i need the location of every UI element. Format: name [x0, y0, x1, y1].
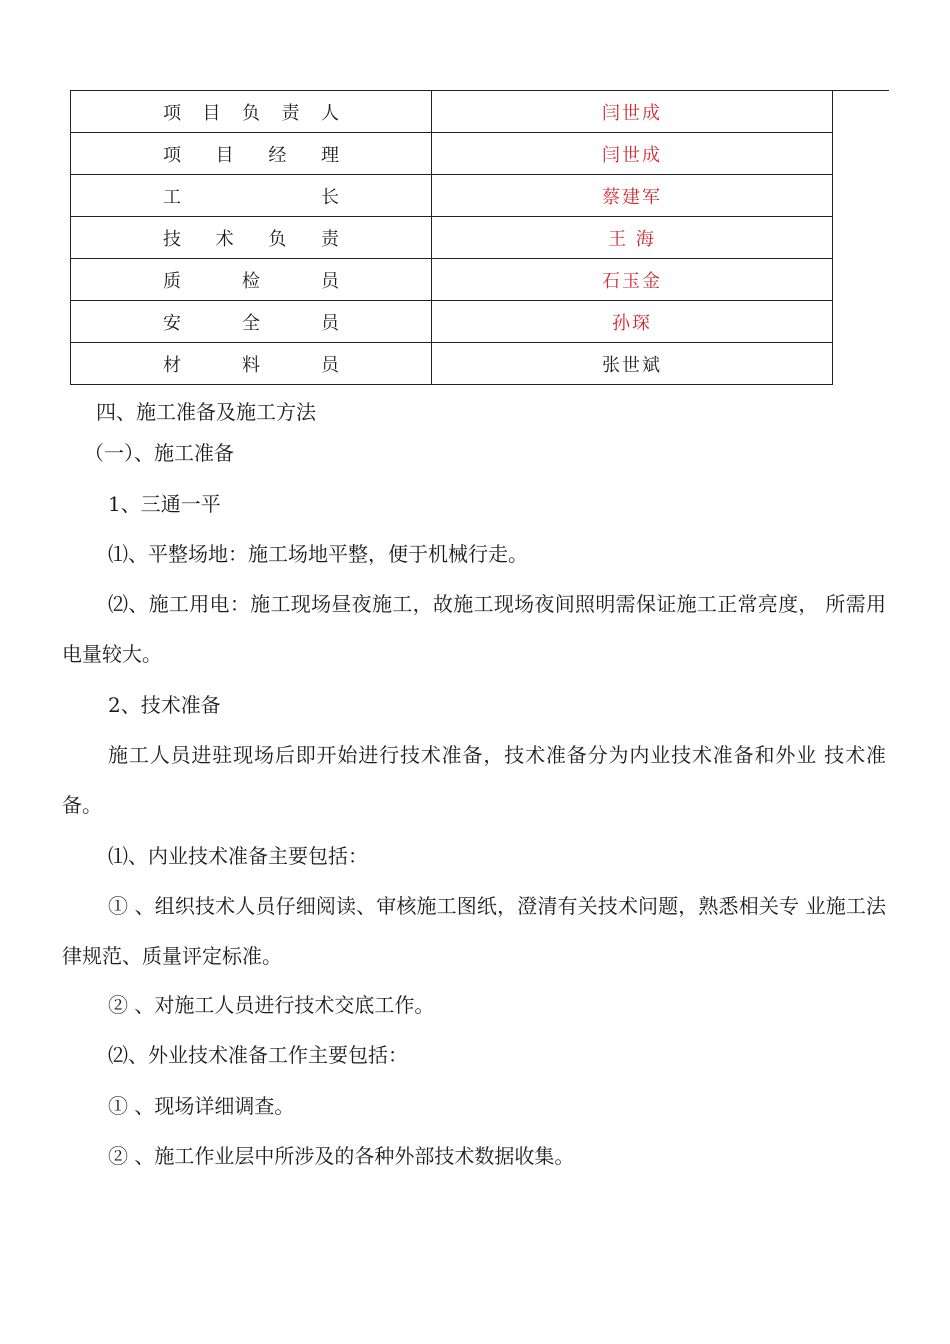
- section-heading: 四、施工准备及施工方法: [96, 400, 316, 424]
- role-char: 人: [321, 102, 339, 124]
- role-char: 员: [321, 312, 339, 334]
- paragraph: ① 、组织技术人员仔细阅读、审核施工图纸，澄清有关技术问题，熟悉相关专 业施工法律规范、质量评定标准。: [62, 894, 886, 968]
- staff-table-body: [71, 91, 833, 385]
- table-row: [71, 175, 833, 217]
- role-label: [163, 99, 339, 125]
- role-char: 员: [321, 270, 339, 292]
- role-char: 术: [215, 228, 234, 250]
- paragraph: ② 、施工作业层中所涉及的各种外部技术数据收集。: [108, 1144, 575, 1168]
- role-char: 目: [202, 102, 221, 124]
- role-char: 质: [163, 270, 181, 292]
- role-label: [163, 267, 339, 293]
- role-cell: [71, 343, 432, 385]
- staff-table: [70, 90, 833, 385]
- table-row: [71, 259, 833, 301]
- name-cell: 张世斌: [432, 343, 833, 385]
- role-cell: [71, 259, 432, 301]
- name-cell: 孙琛: [432, 301, 833, 343]
- table-row: [71, 133, 833, 175]
- role-label: [163, 351, 339, 377]
- role-char: 工: [163, 186, 181, 208]
- role-char: 安: [163, 312, 181, 334]
- role-label: [163, 225, 339, 251]
- role-cell: [71, 175, 432, 217]
- paragraph: ① 、现场详细调查。: [108, 1094, 295, 1118]
- role-char: 责: [281, 102, 300, 124]
- role-cell: [71, 301, 432, 343]
- role-label: [163, 183, 339, 209]
- paragraph: ⑵、外业技术准备工作主要包括：: [108, 1043, 408, 1067]
- item-heading: 1、三通一平: [108, 492, 221, 516]
- role-char: 料: [242, 354, 260, 376]
- role-char: 责: [320, 228, 339, 250]
- role-char: 负: [268, 228, 287, 250]
- paragraph: ⑴、平整场地：施工场地平整，便于机械行走。: [108, 542, 528, 566]
- role-char: 项: [163, 102, 181, 124]
- table-row: [71, 301, 833, 343]
- name-cell: 蔡建军: [432, 175, 833, 217]
- paragraph: 施工人员进驻现场后即开始进行技术准备，技术准备分为内业技术准备和外业 技术准备。: [62, 743, 886, 817]
- paragraph: ② 、对施工人员进行技术交底工作。: [108, 993, 435, 1017]
- role-char: 目: [215, 144, 234, 166]
- role-label: [163, 141, 339, 167]
- role-char: 经: [268, 144, 287, 166]
- role-label: [163, 309, 339, 335]
- role-char: 项: [163, 144, 181, 166]
- name-cell: 石玉金: [432, 259, 833, 301]
- paragraph: ⑵、施工用电：施工现场昼夜施工，故施工现场夜间照明需保证施工正常亮度， 所需用电量较大。: [62, 592, 886, 666]
- table-row: [71, 91, 833, 133]
- name-cell: 闫世成: [432, 91, 833, 133]
- role-char: 全: [242, 312, 260, 334]
- role-char: 理: [320, 144, 339, 166]
- table-top-extension-line: [832, 90, 889, 91]
- role-cell: [71, 91, 432, 133]
- subsection-heading: （一）、施工准备: [84, 441, 234, 465]
- role-char: 技: [163, 228, 181, 250]
- role-cell: [71, 217, 432, 259]
- name-cell: 闫世成: [432, 133, 833, 175]
- role-char: 长: [321, 186, 339, 208]
- role-char: 检: [242, 270, 260, 292]
- name-cell: 王 海: [432, 217, 833, 259]
- role-char: 负: [242, 102, 260, 124]
- item-heading: 2、技术准备: [108, 693, 221, 717]
- role-char: 材: [163, 354, 181, 376]
- table-row: [71, 217, 833, 259]
- table-row: [71, 343, 833, 385]
- role-cell: [71, 133, 432, 175]
- role-char: 员: [321, 354, 339, 376]
- paragraph: ⑴、内业技术准备主要包括：: [108, 844, 368, 868]
